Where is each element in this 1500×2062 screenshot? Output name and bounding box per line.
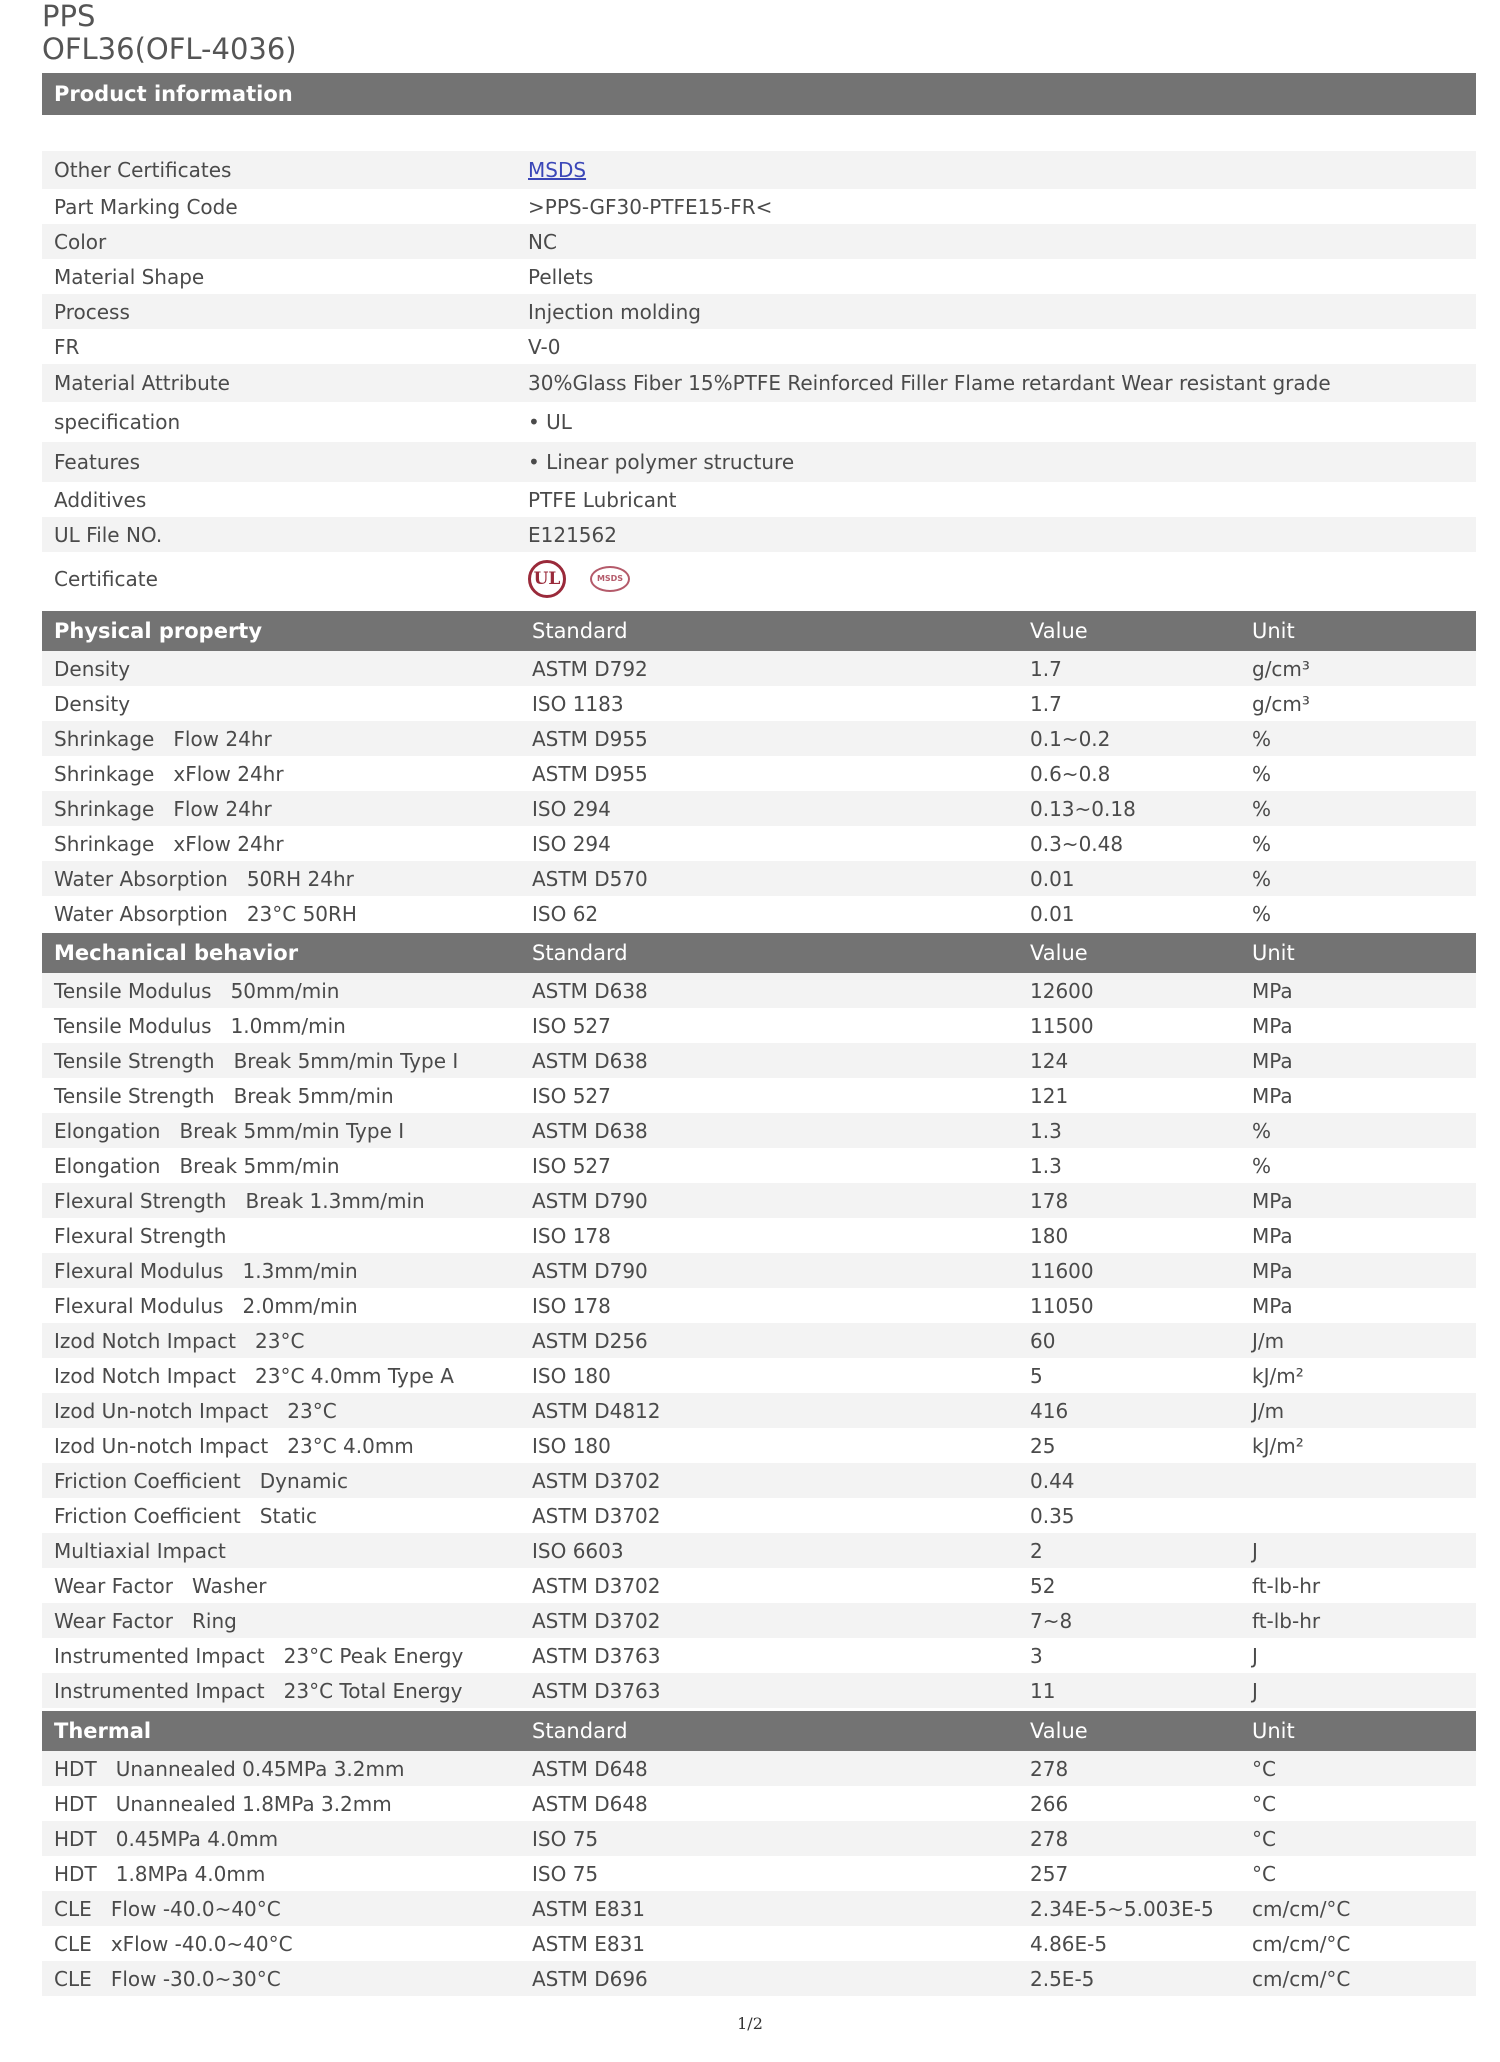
property-name: Flexural Modulus 1.3mm/min <box>54 1258 358 1283</box>
unit: % <box>1252 761 1272 786</box>
property-name: HDT 0.45MPa 4.0mm <box>54 1826 279 1851</box>
property-name: Friction Coefficient Static <box>54 1503 317 1528</box>
value: 2 <box>1030 1538 1043 1563</box>
property-name: Tensile Strength Break 5mm/min <box>54 1083 394 1108</box>
value: 11 <box>1030 1678 1056 1703</box>
property-name: HDT 1.8MPa 4.0mm <box>54 1861 266 1886</box>
ul-certificate-icon[interactable]: UL <box>528 560 566 598</box>
unit: % <box>1252 796 1272 821</box>
unit: MPa <box>1252 1188 1293 1213</box>
unit: ft-lb-hr <box>1252 1573 1321 1598</box>
info-row <box>42 189 1476 224</box>
standard: ASTM D3702 <box>532 1503 661 1528</box>
table-row <box>42 1673 1476 1708</box>
standard: ASTM D638 <box>532 978 648 1003</box>
value: 1.3 <box>1030 1118 1062 1143</box>
page-number: 1/2 <box>737 2014 763 2033</box>
standard: ISO 527 <box>532 1013 611 1038</box>
value: 7~8 <box>1030 1608 1073 1633</box>
info-label: Certificate <box>54 566 158 591</box>
unit: J/m <box>1252 1398 1285 1423</box>
table-row <box>42 756 1476 791</box>
standard: ASTM E831 <box>532 1896 646 1921</box>
standard: ASTM D570 <box>532 866 648 891</box>
property-name: Izod Un-notch Impact 23°C <box>54 1398 337 1423</box>
table-row <box>42 1786 1476 1821</box>
table-row <box>42 1463 1476 1498</box>
info-value: 30%Glass Fiber 15%PTFE Reinforced Filler Flame retardant Wear resistant grade <box>528 371 1331 395</box>
info-label: Material Shape <box>54 264 205 289</box>
value: 1.7 <box>1030 656 1062 681</box>
unit: kJ/m² <box>1252 1363 1304 1388</box>
value: 4.86E-5 <box>1030 1931 1108 1956</box>
property-name: Shrinkage Flow 24hr <box>54 796 272 821</box>
section-header <box>42 611 1476 651</box>
property-name: Friction Coefficient Dynamic <box>54 1468 348 1493</box>
standard: ISO 178 <box>532 1293 611 1318</box>
thermal-section <box>42 1711 1476 1996</box>
info-label: Color <box>54 229 107 254</box>
info-value: V-0 <box>528 334 561 359</box>
unit: % <box>1252 831 1272 856</box>
value: 0.1~0.2 <box>1030 726 1111 751</box>
value: 3 <box>1030 1643 1043 1668</box>
property-name: Izod Notch Impact 23°C <box>54 1328 305 1353</box>
info-row <box>42 517 1476 552</box>
value: 121 <box>1030 1083 1069 1108</box>
table-row <box>42 1498 1476 1533</box>
property-name: Flexural Modulus 2.0mm/min <box>54 1293 358 1318</box>
value: 278 <box>1030 1826 1069 1851</box>
unit: cm/cm/°C <box>1252 1896 1351 1921</box>
table-row <box>42 1751 1476 1786</box>
value: 60 <box>1030 1328 1056 1353</box>
value: 2.5E-5 <box>1030 1966 1095 1991</box>
info-label: Part Marking Code <box>54 194 238 219</box>
info-row <box>42 151 1476 189</box>
table-row <box>42 1288 1476 1323</box>
value: 278 <box>1030 1756 1069 1781</box>
table-row <box>42 1358 1476 1393</box>
unit: MPa <box>1252 978 1293 1003</box>
info-label: Material Attribute <box>54 371 230 395</box>
value: 180 <box>1030 1223 1069 1248</box>
table-row <box>42 1183 1476 1218</box>
col-standard-header: Standard <box>532 941 628 965</box>
col-value-header: Value <box>1030 619 1088 643</box>
standard: ASTM D955 <box>532 761 648 786</box>
value: 11050 <box>1030 1293 1094 1318</box>
info-row <box>42 259 1476 294</box>
standard: ASTM D3702 <box>532 1468 661 1493</box>
value: 0.01 <box>1030 901 1075 926</box>
property-name: Instrumented Impact 23°C Peak Energy <box>54 1643 464 1668</box>
section-title: Mechanical behavior <box>54 941 299 965</box>
unit: J/m <box>1252 1328 1285 1353</box>
value: 11600 <box>1030 1258 1094 1283</box>
table-row <box>42 686 1476 721</box>
unit: MPa <box>1252 1083 1293 1108</box>
standard: ISO 527 <box>532 1083 611 1108</box>
info-label: Additives <box>54 487 147 512</box>
info-label: Other Certificates <box>54 158 232 182</box>
property-name: Density <box>54 656 131 681</box>
table-row <box>42 1393 1476 1428</box>
product-code: OFL36(OFL-4036) <box>42 32 297 66</box>
unit: % <box>1252 901 1272 926</box>
document-title <box>42 0 297 66</box>
physical-property-section <box>42 611 1476 931</box>
info-value: • Linear polymer structure <box>528 450 795 474</box>
table-row <box>42 1078 1476 1113</box>
table-row <box>42 1218 1476 1253</box>
section-title: Thermal <box>54 1719 152 1743</box>
col-unit-header: Unit <box>1252 619 1295 643</box>
property-name: Tensile Modulus 1.0mm/min <box>54 1013 346 1038</box>
table-row <box>42 1891 1476 1926</box>
value: 266 <box>1030 1791 1069 1816</box>
value: 124 <box>1030 1048 1069 1073</box>
table-row <box>42 1043 1476 1078</box>
product-info-table <box>42 151 1476 605</box>
info-row <box>42 224 1476 259</box>
unit: MPa <box>1252 1013 1293 1038</box>
standard: ASTM D648 <box>532 1791 648 1816</box>
property-name: CLE Flow -40.0~40°C <box>54 1896 281 1921</box>
property-name: Wear Factor Ring <box>54 1608 237 1633</box>
value: 2.34E-5~5.003E-5 <box>1030 1896 1214 1921</box>
value: 52 <box>1030 1573 1056 1598</box>
property-name: Tensile Strength Break 5mm/min Type I <box>54 1048 459 1073</box>
unit: MPa <box>1252 1258 1293 1283</box>
table-row <box>42 1568 1476 1603</box>
value: 1.3 <box>1030 1153 1062 1178</box>
unit: % <box>1252 726 1272 751</box>
value: 1.7 <box>1030 691 1062 716</box>
property-name: Shrinkage Flow 24hr <box>54 726 272 751</box>
unit: °C <box>1252 1791 1276 1816</box>
standard: ASTM D3763 <box>532 1678 661 1703</box>
table-row <box>42 1961 1476 1996</box>
col-standard-header: Standard <box>532 619 628 643</box>
unit: cm/cm/°C <box>1252 1966 1351 1991</box>
unit: cm/cm/°C <box>1252 1931 1351 1956</box>
product-info-header: Product information <box>42 73 1476 115</box>
table-row <box>42 1638 1476 1673</box>
property-name: Izod Notch Impact 23°C 4.0mm Type A <box>54 1363 454 1388</box>
value: 12600 <box>1030 978 1094 1003</box>
table-row <box>42 1533 1476 1568</box>
unit: % <box>1252 1118 1272 1143</box>
standard: ISO 6603 <box>532 1538 624 1563</box>
unit: g/cm³ <box>1252 656 1310 681</box>
info-row <box>42 329 1476 364</box>
value: 25 <box>1030 1433 1056 1458</box>
property-name: Shrinkage xFlow 24hr <box>54 831 284 856</box>
value: 0.35 <box>1030 1503 1075 1528</box>
value: 0.6~0.8 <box>1030 761 1111 786</box>
property-name: Flexural Strength <box>54 1223 227 1248</box>
info-label: Process <box>54 299 130 324</box>
standard: ISO 62 <box>532 901 599 926</box>
unit: J <box>1252 1538 1258 1563</box>
standard: ISO 294 <box>532 831 611 856</box>
info-value: >PPS-GF30-PTFE15-FR< <box>528 194 773 219</box>
property-name: Multiaxial Impact <box>54 1538 226 1563</box>
standard: ISO 294 <box>532 796 611 821</box>
table-row <box>42 791 1476 826</box>
table-row <box>42 1148 1476 1183</box>
unit: % <box>1252 1153 1272 1178</box>
value: 0.44 <box>1030 1468 1075 1493</box>
unit: J <box>1252 1678 1258 1703</box>
property-name: Tensile Modulus 50mm/min <box>54 978 340 1003</box>
table-row <box>42 973 1476 1008</box>
col-unit-header: Unit <box>1252 1719 1295 1743</box>
standard: ASTM D4812 <box>532 1398 661 1423</box>
msds-certificate-icon[interactable]: MSDS <box>590 566 630 592</box>
unit: MPa <box>1252 1293 1293 1318</box>
table-row <box>42 826 1476 861</box>
unit: % <box>1252 866 1272 891</box>
property-name: Elongation Break 5mm/min <box>54 1153 340 1178</box>
table-row <box>42 1113 1476 1148</box>
standard: ISO 178 <box>532 1223 611 1248</box>
property-name: Density <box>54 691 131 716</box>
value: 257 <box>1030 1861 1069 1886</box>
unit: MPa <box>1252 1048 1293 1073</box>
standard: ISO 75 <box>532 1861 599 1886</box>
property-name: HDT Unannealed 1.8MPa 3.2mm <box>54 1791 392 1816</box>
standard: ISO 180 <box>532 1433 611 1458</box>
info-value: NC <box>528 229 557 254</box>
property-name: Shrinkage xFlow 24hr <box>54 761 284 786</box>
standard: ASTM D790 <box>532 1258 648 1283</box>
standard: ASTM D955 <box>532 726 648 751</box>
value: 0.01 <box>1030 866 1075 891</box>
info-row <box>42 294 1476 329</box>
info-row <box>42 442 1476 482</box>
material-type: PPS <box>42 0 96 33</box>
property-name: Elongation Break 5mm/min Type I <box>54 1118 405 1143</box>
value: 0.3~0.48 <box>1030 831 1124 856</box>
info-row <box>42 402 1476 442</box>
standard: ASTM D638 <box>532 1048 648 1073</box>
unit: g/cm³ <box>1252 691 1310 716</box>
info-row <box>42 364 1476 402</box>
col-value-header: Value <box>1030 941 1088 965</box>
property-name: Water Absorption 23°C 50RH <box>54 901 357 926</box>
property-name: Flexural Strength Break 1.3mm/min <box>54 1188 425 1213</box>
standard: ASTM D696 <box>532 1966 648 1991</box>
property-name: Wear Factor Washer <box>54 1573 267 1598</box>
section-header <box>42 1711 1476 1751</box>
col-value-header: Value <box>1030 1719 1088 1743</box>
info-value <box>528 158 1476 182</box>
table-row <box>42 896 1476 931</box>
info-label: UL File NO. <box>54 522 163 547</box>
table-row <box>42 1253 1476 1288</box>
info-row <box>42 552 1476 605</box>
value: 416 <box>1030 1398 1069 1423</box>
info-row <box>42 482 1476 517</box>
unit: ft-lb-hr <box>1252 1608 1321 1633</box>
standard: ASTM D3702 <box>532 1573 661 1598</box>
property-name: HDT Unannealed 0.45MPa 3.2mm <box>54 1756 405 1781</box>
standard: ASTM E831 <box>532 1931 646 1956</box>
section-title: Physical property <box>54 619 263 643</box>
standard: ISO 75 <box>532 1826 599 1851</box>
info-label: specification <box>54 410 181 434</box>
property-name: Water Absorption 50RH 24hr <box>54 866 354 891</box>
value: 178 <box>1030 1188 1069 1213</box>
value: 11500 <box>1030 1013 1094 1038</box>
property-name: CLE Flow -30.0~30°C <box>54 1966 281 1991</box>
col-unit-header: Unit <box>1252 941 1295 965</box>
table-row <box>42 651 1476 686</box>
info-value <box>528 560 1476 598</box>
standard: ASTM D638 <box>532 1118 648 1143</box>
col-standard-header: Standard <box>532 1719 628 1743</box>
table-row <box>42 1323 1476 1358</box>
unit: °C <box>1252 1861 1276 1886</box>
standard: ASTM D790 <box>532 1188 648 1213</box>
info-value: Pellets <box>528 264 594 289</box>
property-name: CLE xFlow -40.0~40°C <box>54 1931 293 1956</box>
standard: ASTM D256 <box>532 1328 648 1353</box>
standard: ASTM D3702 <box>532 1608 661 1633</box>
msds-link[interactable]: MSDS <box>528 158 587 182</box>
table-row <box>42 1821 1476 1856</box>
standard: ASTM D792 <box>532 656 648 681</box>
standard: ISO 180 <box>532 1363 611 1388</box>
info-value: E121562 <box>528 522 617 547</box>
table-row <box>42 861 1476 896</box>
info-value: Injection molding <box>528 299 701 324</box>
property-name: Instrumented Impact 23°C Total Energy <box>54 1678 463 1703</box>
table-row <box>42 1008 1476 1043</box>
info-value: PTFE Lubricant <box>528 487 677 512</box>
unit: °C <box>1252 1756 1276 1781</box>
standard: ISO 1183 <box>532 691 624 716</box>
value: 0.13~0.18 <box>1030 796 1136 821</box>
table-row <box>42 1603 1476 1638</box>
table-row <box>42 1856 1476 1891</box>
unit: MPa <box>1252 1223 1293 1248</box>
mechanical-behavior-section <box>42 933 1476 1708</box>
info-label: FR <box>54 334 80 359</box>
value: 5 <box>1030 1363 1043 1388</box>
standard: ASTM D3763 <box>532 1643 661 1668</box>
unit: J <box>1252 1643 1258 1668</box>
property-name: Izod Un-notch Impact 23°C 4.0mm <box>54 1433 414 1458</box>
unit: °C <box>1252 1826 1276 1851</box>
standard: ASTM D648 <box>532 1756 648 1781</box>
standard: ISO 527 <box>532 1153 611 1178</box>
table-row <box>42 721 1476 756</box>
unit: kJ/m² <box>1252 1433 1304 1458</box>
info-value: • UL <box>528 410 572 434</box>
table-row <box>42 1428 1476 1463</box>
info-label: Features <box>54 450 140 474</box>
section-header <box>42 933 1476 973</box>
table-row <box>42 1926 1476 1961</box>
